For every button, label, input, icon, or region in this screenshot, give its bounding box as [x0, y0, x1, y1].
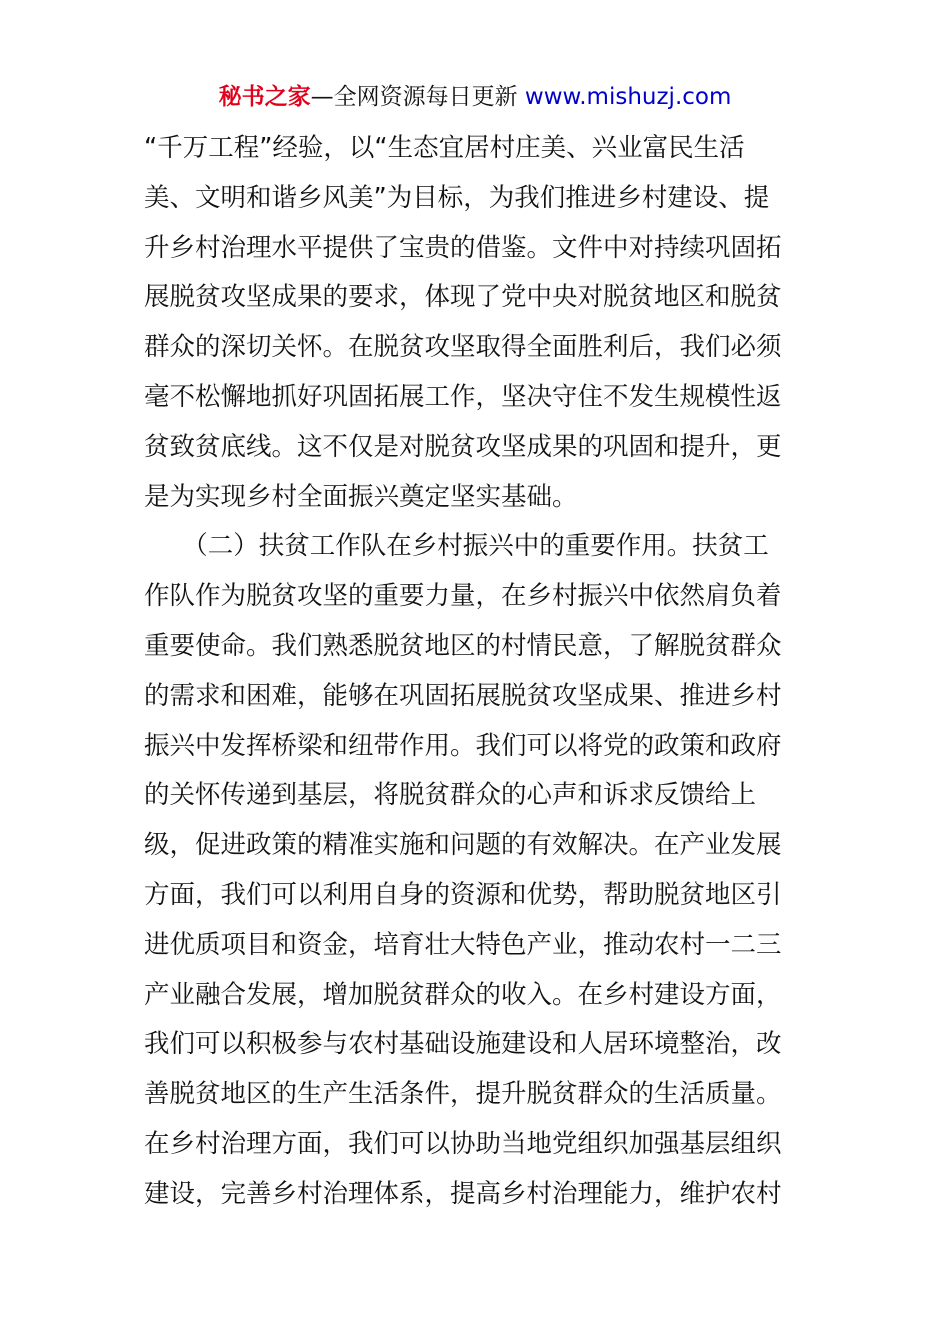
document-body: [144, 124, 810, 1220]
text-line: 产业融合发展，增加脱贫群众的收入。在乡村建设方面，: [144, 979, 782, 1010]
text-line: 展脱贫攻坚成果的要求，体现了党中央对脱贫地区和脱贫: [144, 282, 782, 313]
text-line: “千万工程”经验，以“生态宜居村庄美、兴业富民生活: [144, 133, 745, 163]
site-brand: 秘书之家: [218, 84, 311, 110]
text-line: 振兴中发挥桥梁和纽带作用。我们可以将党的政策和政府: [144, 730, 782, 761]
text-line: 贫致贫底线。这不仅是对脱贫攻坚成果的巩固和提升，更: [144, 431, 782, 462]
text-line: 作队作为脱贫攻坚的重要力量，在乡村振兴中依然肩负着: [144, 581, 782, 612]
text-line: 升乡村治理水平提供了宝贵的借鉴。文件中对持续巩固拓: [144, 232, 782, 263]
text-line: 的需求和困难，能够在巩固拓展脱贫攻坚成果、推进乡村: [144, 680, 782, 711]
text-line: 在乡村治理方面，我们可以协助当地党组织加强基层组织: [144, 1128, 782, 1159]
site-tagline: —全网资源每日更新: [310, 84, 525, 110]
text-line: 的关怀传递到基层，将脱贫群众的心声和诉求反馈给上: [144, 780, 757, 811]
text-line: 级，促进政策的精准实施和问题的有效解决。在产业发展: [144, 830, 782, 861]
text-line: 重要使命。我们熟悉脱贫地区的村情民意，了解脱贫群众: [144, 630, 782, 661]
text-line: （二）扶贫工作队在乡村振兴中的重要作用。扶贫工: [144, 531, 769, 562]
text-line: 善脱贫地区的生产生活条件，提升脱贫群众的生活质量。: [144, 1079, 782, 1110]
text-line: 方面，我们可以利用自身的资源和优势，帮助脱贫地区引: [144, 879, 782, 910]
site-url-link[interactable]: www.mishuzj.com: [524, 84, 732, 110]
text-line: 美、文明和谐乡风美”为目标，为我们推进乡村建设、提: [144, 182, 770, 213]
text-line: 进优质项目和资金，培育壮大特色产业，推动农村一二三: [144, 929, 782, 960]
text-line: 我们可以积极参与农村基础设施建设和人居环境整治，改: [144, 1029, 782, 1060]
page-header: [0, 80, 950, 114]
text-line: 是为实现乡村全面振兴奠定坚实基础。: [144, 481, 578, 512]
text-line: 群众的深切关怀。在脱贫攻坚取得全面胜利后，我们必须: [144, 332, 782, 363]
text-line: 建设，完善乡村治理体系，提高乡村治理能力，维护农村: [144, 1178, 782, 1209]
text-line: 毫不松懈地抓好巩固拓展工作，坚决守住不发生规模性返: [144, 381, 782, 412]
